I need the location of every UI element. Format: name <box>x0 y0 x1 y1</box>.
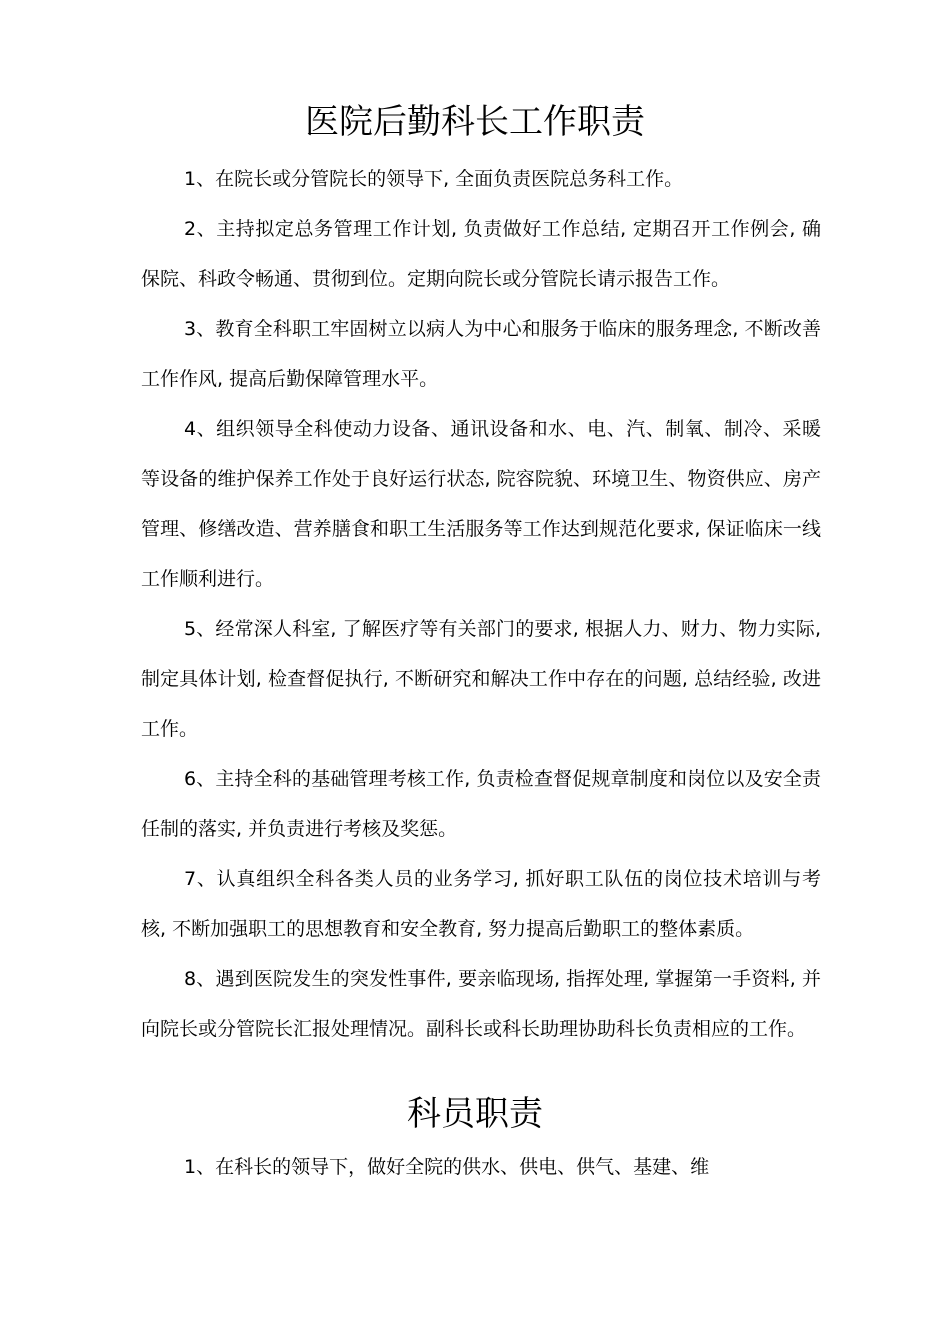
duties-body <box>141 154 821 1054</box>
duty-paragraph-5: 5、经常深人科室, 了解医疗等有关部门的要求, 根据人力、财力、物力实际, 制定具体计划, 检查督促执行, 不断研究和解决工作中存在的问题, 总结经验, 改进工作。 <box>141 618 821 740</box>
clerk-duties-body <box>141 1142 821 1192</box>
clerk-duty-paragraph-1: 1、在科长的领导下，做好全院的供水、供电、供气、基建、维 <box>184 1156 710 1178</box>
duty-paragraph-8: 8、遇到医院发生的突发性事件, 要亲临现场, 指挥处理, 掌握第一手资料, 并向院长或分管院长汇报处理情况。副科长或科长助理协助科长负责相应的工作。 <box>141 968 821 1040</box>
duty-paragraph-2: 2、主持拟定总务管理工作计划, 负责做好工作总结, 定期召开工作例会, 确保院、科政令畅通、贯彻到位。定期向院长或分管院长请示报告工作。 <box>141 218 821 290</box>
page-title: 医院后勤科长工作职责 <box>305 102 645 142</box>
duty-paragraph-6: 6、主持全科的基础管理考核工作, 负责检查督促规章制度和岗位以及安全责任制的落实, 并负责进行考核及奖惩。 <box>141 768 821 840</box>
section-title: 科员职责 <box>407 1094 543 1134</box>
duty-paragraph-7: 7、认真组织全科各类人员的业务学习, 抓好职工队伍的岗位技术培训与考核, 不断加强职工的思想教育和安全教育, 努力提高后勤职工的整体素质。 <box>141 868 821 940</box>
duty-paragraph-3: 3、教育全科职工牢固树立以病人为中心和服务于临床的服务理念, 不断改善工作作风, 提高后勤保障管理水平。 <box>141 318 821 390</box>
duty-paragraph-1: 1、在院长或分管院长的领导下, 全面负责医院总务科工作。 <box>184 168 684 190</box>
duty-paragraph-4: 4、组织领导全科使动力设备、通讯设备和水、电、汽、制氧、制冷、采暖等设备的维护保养工作处于良好运行状态, 院容院貌、环境卫生、物资供应、房产管理、修缮改造、营养膳食和职工生活服务等工作达到规范化要求, 保证临床一线工作顺利进行。 <box>141 418 821 590</box>
